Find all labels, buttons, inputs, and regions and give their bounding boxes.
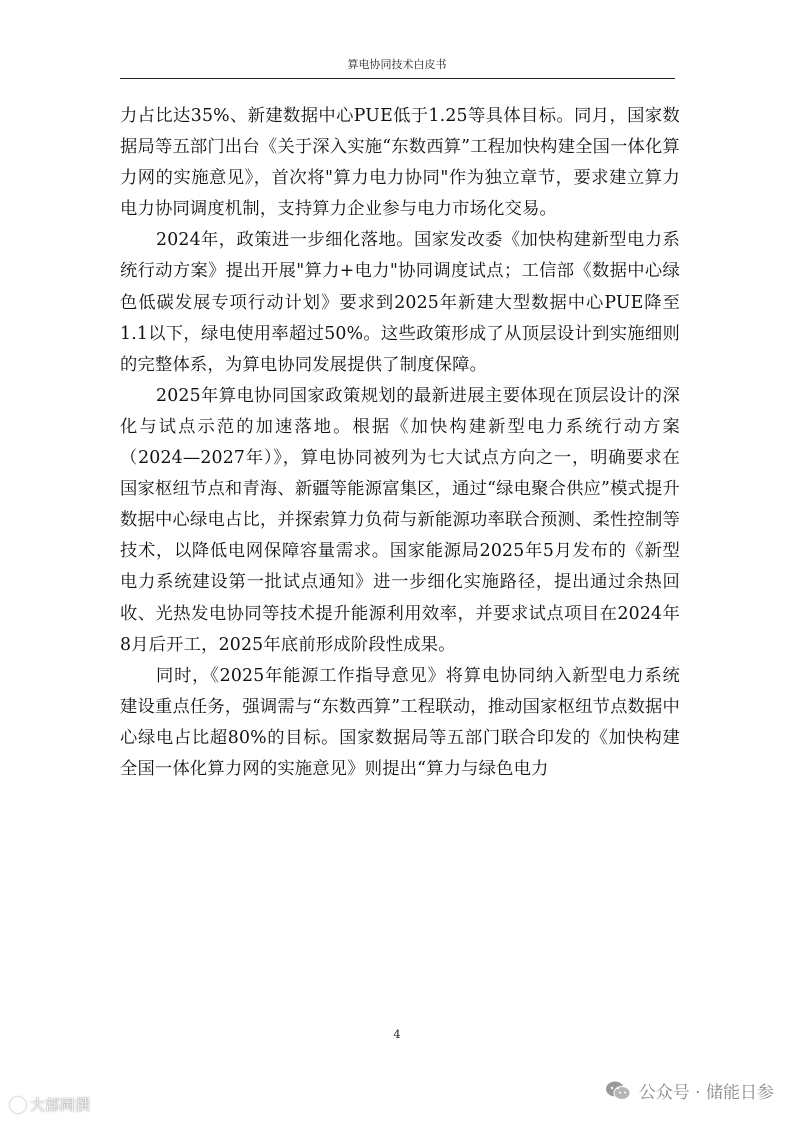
paragraph-4: 同时，《2025年能源工作指导意见》将算电协同纳入新型电力系统建设重点任务，强调需与“东数西算”工程联动，推动国家枢纽节点数据中心绿电占比超80%的目标。国家数据局等五部门联合印发的《加快构建全国一体化算力网的实施意见》则提出“算力与绿色电力 (120, 665, 680, 779)
wechat-icon (605, 1080, 631, 1102)
paragraph-2: 2024年，政策进一步细化落地。国家发改委《加快构建新型电力系统行动方案》提出开展"算力+电力"协同调度试点；工信部《数据中心绿色低碳发展专项行动计划》要求到2025年新建大型数据中心PUE降至1.1以下，绿电使用率超过50%。这些政策形成了从顶层设计到实施细则的完整体系，为算电协同发展提供了制度保障。 (120, 230, 680, 375)
page-header-title: 算电协同技术白皮书 (347, 58, 447, 71)
page-number: 4 (393, 1028, 401, 1041)
watermark-right-text: 公众号 · 储能日参 (638, 1083, 774, 1103)
document-body (120, 101, 680, 785)
watermark-left-text: 大部岡撰 (30, 1096, 91, 1114)
watermark-left (10, 1094, 90, 1115)
broadcast-icon (10, 1097, 26, 1113)
header-divider (120, 78, 675, 79)
paragraph-3: 2025年算电协同国家政策规划的最新进展主要体现在顶层设计的深化与试点示范的加速落地。根据《加快构建新型电力系统行动方案（2024—2027年）》，算电协同被列为七大试点方向之一，明确要求在国家枢纽节点和青海、新疆等能源富集区，通过“绿电聚合供应”模式提升数据中心绿电占比，并探索算力负荷与新能源功率联合预测、柔性控制等技术，以降低电网保障容量需求。国家能源局2025年5月发布的《新型电力系统建设第一批试点通知》进一步细化实施路径，提出通过余热回收、光热发电协同等技术提升能源利用效率，并要求试点项目在2024年8月后开工，2025年底前形成阶段性成果。 (120, 385, 680, 655)
watermark-right (605, 1078, 774, 1103)
paragraph-1: 力占比达35%、新建数据中心PUE低于1.25等具体目标。同月，国家数据局等五部门出台《关于深入实施“东数西算”工程加快构建全国一体化算力网的实施意见》，首次将"算力电力协同"作为独立章节，要求建立算力电力协同调度机制，支持算力企业参与电力市场化交易。 (120, 106, 680, 220)
